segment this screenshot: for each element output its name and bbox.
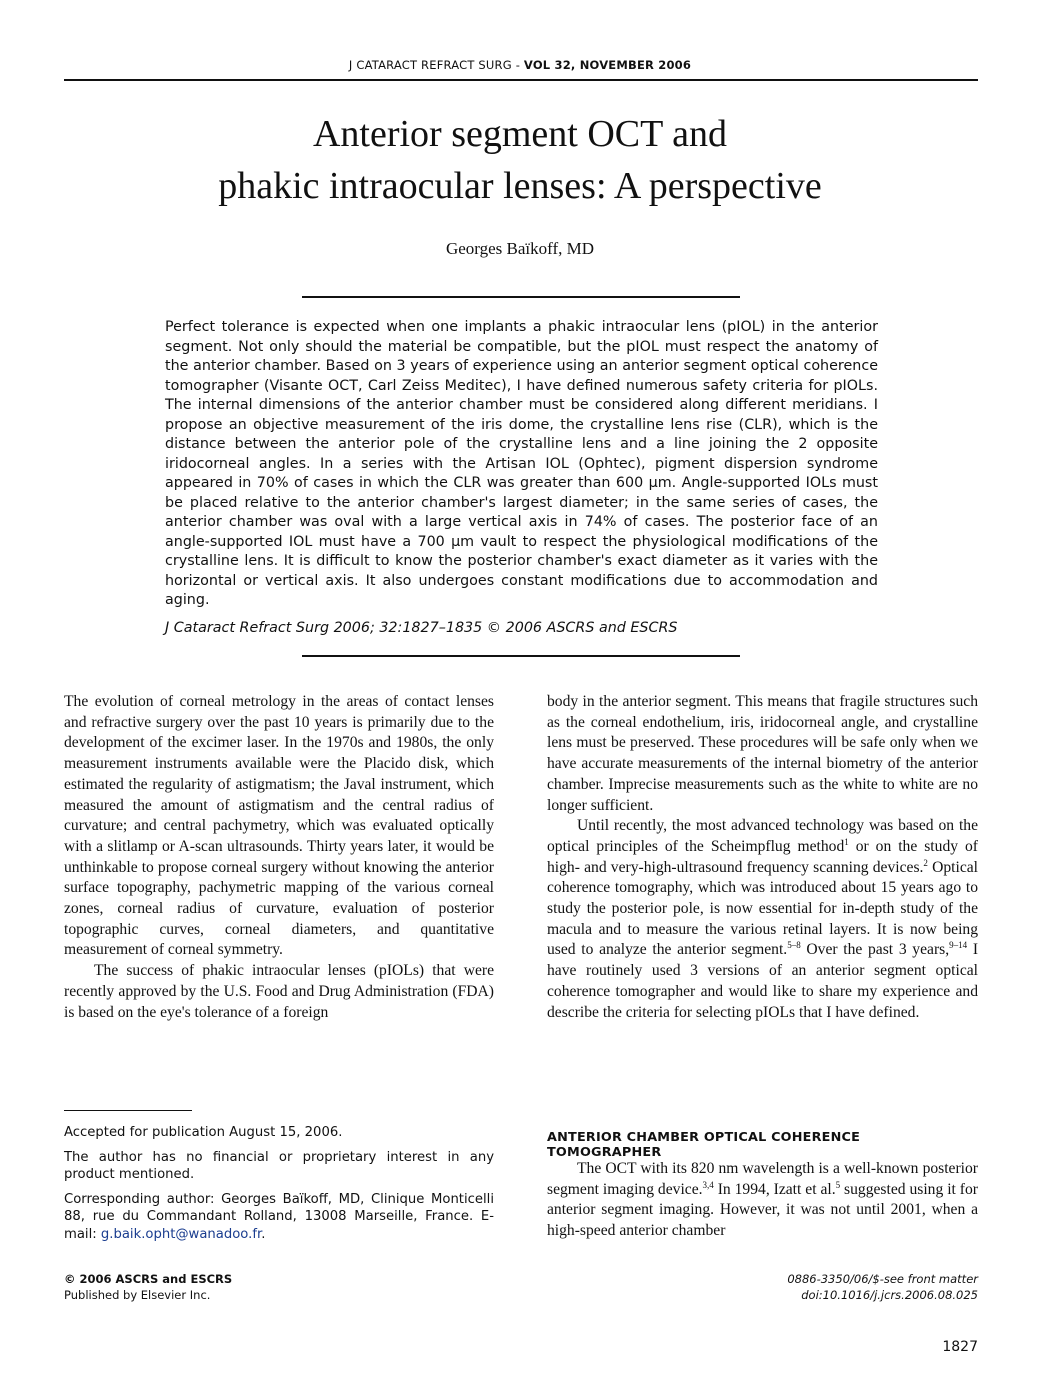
body-paragraph: body in the anterior segment. This means that fragile structures such as the corneal endothelium, iris, iridocorneal angle, and crystalline lens must be preserved. These procedures will be safe only when we have accurate measurements of the internal biometry of the anterior chamber. Imprecise measurements such as the white to white are no longer sufficient. bbox=[547, 693, 978, 814]
text-run: The OCT with its 820 nm wavelength is a well-known posterior segment imaging device. bbox=[547, 1160, 978, 1198]
body-paragraph bbox=[547, 1159, 978, 1242]
author-name: Georges Baïkoff, MD bbox=[445, 239, 595, 258]
body-column-left bbox=[64, 692, 494, 1023]
body-paragraph: The success of phakic intraocular lenses (pIOLs) that were recently approved by the U.S. Food and Drug Administration (FDA) is based on the eye's tolerance of a foreign bbox=[64, 962, 494, 1021]
text-run: Until recently, the most advanced technology was based on the optical principles of the Scheimpflug method bbox=[547, 817, 978, 855]
footnote-corresponding bbox=[64, 1191, 494, 1244]
reference-marker: 3,4 bbox=[702, 1179, 714, 1190]
article-title bbox=[60, 108, 980, 212]
text-run: I have routinely used 3 versions of an anterior segment optical coherence tomographer and would like to share my experience and describe the criteria for selecting pIOLs that I have defined. bbox=[547, 941, 979, 1021]
text-run: . bbox=[261, 1226, 266, 1242]
issn-line: 0886-3350/06/$-see front matter bbox=[787, 1272, 978, 1286]
footnote-accepted: Accepted for publication August 15, 2006. bbox=[64, 1125, 343, 1140]
header-separator: - bbox=[511, 58, 524, 72]
text-run: In 1994, Izatt et al. bbox=[713, 1180, 836, 1198]
reference-marker: 2 bbox=[923, 857, 928, 868]
reference-marker: 5–8 bbox=[787, 940, 801, 951]
title-line-2: phakic intraocular lenses: A perspective bbox=[218, 165, 822, 207]
doi-line[interactable]: doi:10.1016/j.jcrs.2006.08.025 bbox=[801, 1288, 978, 1302]
abstract: Perfect tolerance is expected when one implants a phakic intraocular lens (pIOL) in the anterior segment. Not only should the material be compatible, but the pIOL must respect the anatomy of the anterior chamber. Based on 3 years of experience using an anterior segment optical coherence tomographer (Visante OCT, Carl Zeiss Meditec), I have defined numerous safety criteria for pIOLs. The internal dimensions of the anterior chamber must be considered along different meridians. I propose an objective measurement of the iris dome, the crystalline lens rise (CLR), which is the distance between the anterior pole of the crystalline lens and a line joining the 2 opposite iridocorneal angles. In a series with the Artisan IOL (Ophtec), pigment dispersion syndrome appeared in 70% of cases in which the CLR was greater than 600 μm. Angle-supported IOLs must be placed relative to the anterior chamber's largest diameter; in the same series of cases, the anterior chamber was oval with a large vertical axis in 74% of cases. The posterior face of an angle-supported IOL must have a 700 μm vault to respect the physiological modifications of the crystalline lens. It is difficult to know the posterior chamber's exact diameter as it varies with the horizontal or vertical axis. It also undergoes constant modifications due to accommodation and aging. bbox=[165, 319, 878, 608]
body-column-right-continued bbox=[547, 1159, 978, 1242]
reference-marker: 9–14 bbox=[949, 940, 968, 951]
section-heading: ANTERIOR CHAMBER OPTICAL COHERENCE TOMOGRAPHER bbox=[547, 1130, 861, 1160]
publisher-line: Published by Elsevier Inc. bbox=[64, 1288, 211, 1302]
header-rule bbox=[64, 79, 978, 81]
footnote-rule bbox=[64, 1110, 192, 1111]
reference-marker: 5 bbox=[835, 1179, 841, 1190]
abstract-rule-top bbox=[302, 296, 740, 298]
text-run: suggested using it for anterior segment imaging. However, it was not until 2001, when a high-speed anterior chamber bbox=[547, 1180, 978, 1240]
footnote-disclosure: The author has no financial or proprietary interest in any product mentioned. bbox=[64, 1149, 494, 1182]
footnotes bbox=[64, 1124, 494, 1250]
body-paragraph: The evolution of corneal metrology in the areas of contact lenses and refractive surgery over the past 10 years is primarily due to the development of the excimer laser. In the 1970s and 1980s, the only measurement instruments available were the Placido disk, which estimated the regularity of astigmatism; the Javal instrument, which measured the amount of astigmatism and the central radius of curvature; and central pachymetry, which was evaluated optically with a slitlamp or A-scan ultrasounds. Thirty years later, it would be unthinkable to propose corneal surgery without knowing the anterior surface topography, pachymetric mapping of the various corneal zones, corneal radius of curvature, evaluation of posterior topographic curves, corneal diameters, and quantitative measurement of corneal symmetry. bbox=[64, 693, 494, 959]
corresponding-text: Corresponding author: Georges Baïkoff, MD, Clinique Monticelli 88, rue du Commandant Rolland, 13008 Marseille, France. E-mail: bbox=[64, 1191, 494, 1242]
title-line-1: Anterior segment OCT and bbox=[312, 113, 728, 155]
abstract-rule-bottom bbox=[302, 655, 740, 657]
text-run: or on the study of high- and very-high-ultrasound frequency scanning devices. bbox=[547, 837, 978, 876]
abstract-citation: J Cataract Refract Surg 2006; 32:1827–1835 © 2006 ASCRS and ESCRS bbox=[165, 620, 678, 636]
text-run: Over the past 3 years, bbox=[800, 941, 950, 959]
volume-date: VOL 32, NOVEMBER 2006 bbox=[523, 58, 692, 72]
body-column-right bbox=[547, 692, 978, 1023]
copyright-block bbox=[64, 1271, 464, 1303]
running-header bbox=[0, 58, 1040, 72]
page-number: 1827 bbox=[942, 1339, 978, 1355]
issn-block bbox=[600, 1271, 978, 1303]
copyright-line: © 2006 ASCRS and ESCRS bbox=[64, 1272, 233, 1286]
body-paragraph bbox=[547, 816, 978, 1023]
journal-name: J CATARACT REFRACT SURG bbox=[348, 58, 512, 72]
email-link[interactable]: g.baik.opht@wanadoo.fr bbox=[100, 1226, 262, 1242]
reference-marker: 1 bbox=[844, 836, 849, 847]
text-run: Optical coherence tomography, which was introduced about 15 years ago to study the posterior pole, is now essential for in-depth study of the macula and to measure the various retinal layers. It is now being used to analyze the anterior segment. bbox=[547, 858, 979, 959]
